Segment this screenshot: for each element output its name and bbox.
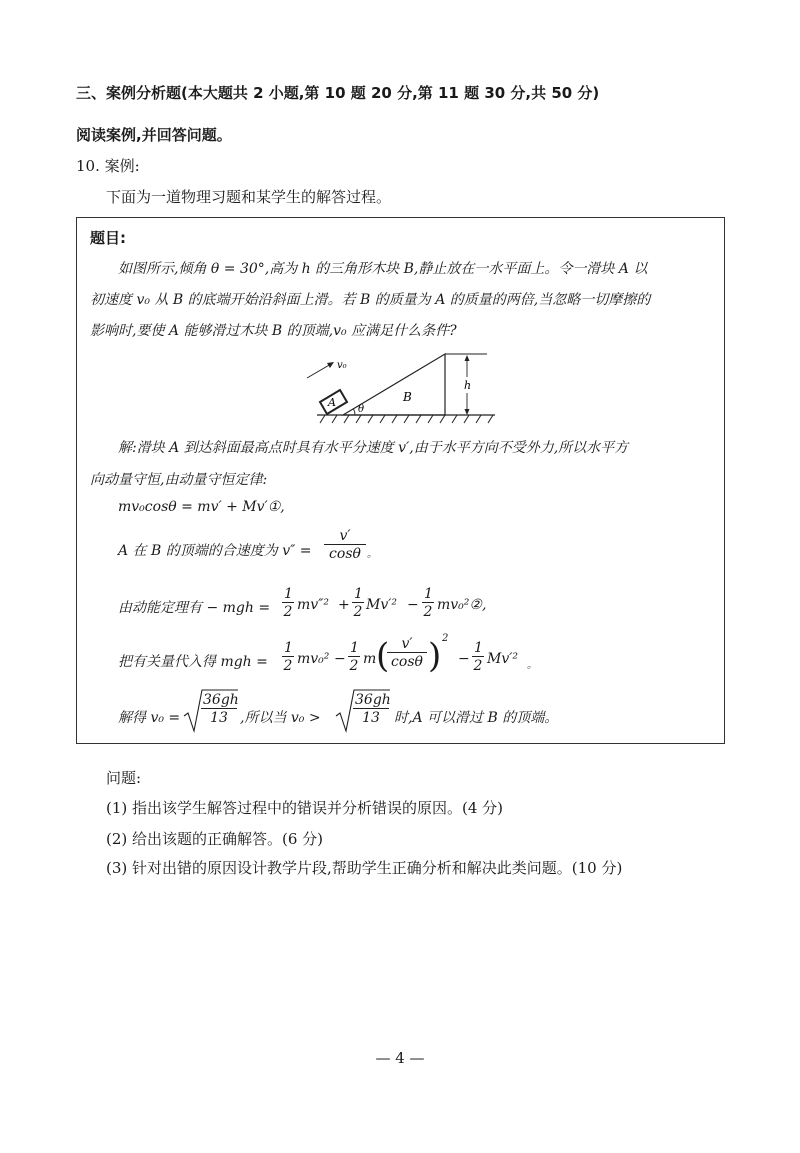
equation-5-suffix: 时,A 可以滑过 B 的顶端。 [394,710,559,726]
label-A: A [328,396,336,409]
question-3: (3) 针对出错的原因设计教学片段,帮助学生正确分析和解决此类问题。(10 分) [106,859,623,877]
eq3-plus: + [338,597,350,613]
problem-line-3: 影响时,要使 A 能够滑过木块 B 的顶端,v₀ 应满足什么条件? [90,323,457,339]
eq5-radicand-2 [353,692,389,727]
eq4-term-1: mv₀² [297,651,330,667]
half-num: 1 [284,586,293,602]
question-1: (1) 指出该学生解答过程中的错误并分析错误的原因。(4 分) [106,799,504,817]
eq4-inner-den: cosθ [391,654,423,670]
equation-3-prefix: 由动能定理有 − mgh = [118,600,271,616]
equation-2-suffix: 。 [367,549,377,560]
eq4-inner-fraction [387,636,427,671]
eq4-square: 2 [442,633,449,644]
equation-2-prefix: A 在 B 的顶端的合速度为 v″ = [118,543,312,559]
problem-title-label: 题目: [90,229,126,247]
eq4-right-paren: ) [428,636,442,676]
eq4-left-paren: ( [376,636,390,676]
half-num: 1 [424,586,433,602]
eq4-half-3 [472,640,484,675]
equation-1: mv₀cosθ = mv′ + Mv′①, [118,499,285,515]
eq3-half-3 [422,586,434,621]
solution-line-1: 解:滑块 A 到达斜面最高点时具有水平分速度 v′,由于水平方向不受外力,所以水平方 [118,440,629,456]
half-den: 2 [423,604,433,620]
question-2: (2) 给出该题的正确解答。(6 分) [106,830,324,848]
eq3-minus: − [407,597,419,613]
eq4-term-3: Mv′² [487,651,519,667]
half-den: 2 [353,604,363,620]
half-num: 1 [474,640,483,656]
half-den: 2 [473,658,483,674]
eq3-half-2 [352,586,364,621]
eq4-minus-2: − [458,651,470,667]
question-number: 10. 案例: [76,157,140,175]
eq3-term-2: Mv′² [366,597,398,613]
eq3-half-1 [282,586,294,621]
eq3-term-1: mv″² [297,597,330,613]
equation-2-fraction [324,528,366,563]
eq5-rad-num-2: 36gh [355,692,391,708]
eq4-suffix: 。 [527,660,537,671]
section-heading: 三、案例分析题(本大题共 2 小题,第 10 题 20 分,第 11 题 30 分,共 50 分) [76,84,600,102]
eq2-num: v′ [324,528,366,545]
eq4-half-1 [282,640,294,675]
equation-4-prefix: 把有关量代入得 mgh = [118,654,268,670]
half-den: 2 [283,604,293,620]
equation-5-prefix: 解得 v₀ = [118,710,181,726]
questions-heading: 问题: [106,769,142,787]
half-den: 2 [283,658,293,674]
label-h: h [464,379,472,392]
half-num: 1 [350,640,359,656]
eq4-inner-num: v′ [387,636,427,653]
label-theta: θ [358,404,365,415]
eq5-rad-den-2: 13 [362,710,380,726]
eq4-minus-1: − [334,651,346,667]
page-number: — 4 — [375,1049,425,1067]
eq5-rad-num-1: 36gh [203,692,239,708]
half-den: 2 [349,658,359,674]
eq2-den: cosθ [329,546,361,562]
equation-5-middle: ,所以当 v₀ > [240,710,321,726]
problem-line-2: 初速度 v₀ 从 B 的底端开始沿斜面上滑。若 B 的质量为 A 的质量的两倍,当忽略一切摩擦的 [90,292,651,308]
problem-line-1: 如图所示,倾角 θ = 30°,高为 h 的三角形木块 B,静止放在一水平面上。令一滑块 A 以 [118,261,648,277]
incline-figure [295,345,505,425]
half-num: 1 [284,640,293,656]
eq5-radicand-1 [201,692,237,727]
eq4-half-2 [348,640,360,675]
label-v0: v₀ [337,360,347,371]
instruction: 阅读案例,并回答问题。 [76,126,232,144]
half-num: 1 [354,586,363,602]
eq4-m: m [363,651,377,667]
case-intro: 下面为一道物理习题和某学生的解答过程。 [106,188,392,206]
eq3-term-3: mv₀²②, [437,597,487,613]
solution-line-2: 向动量守恒,由动量守恒定律: [90,472,268,488]
label-B: B [403,390,412,404]
eq5-rad-den-1: 13 [210,710,228,726]
